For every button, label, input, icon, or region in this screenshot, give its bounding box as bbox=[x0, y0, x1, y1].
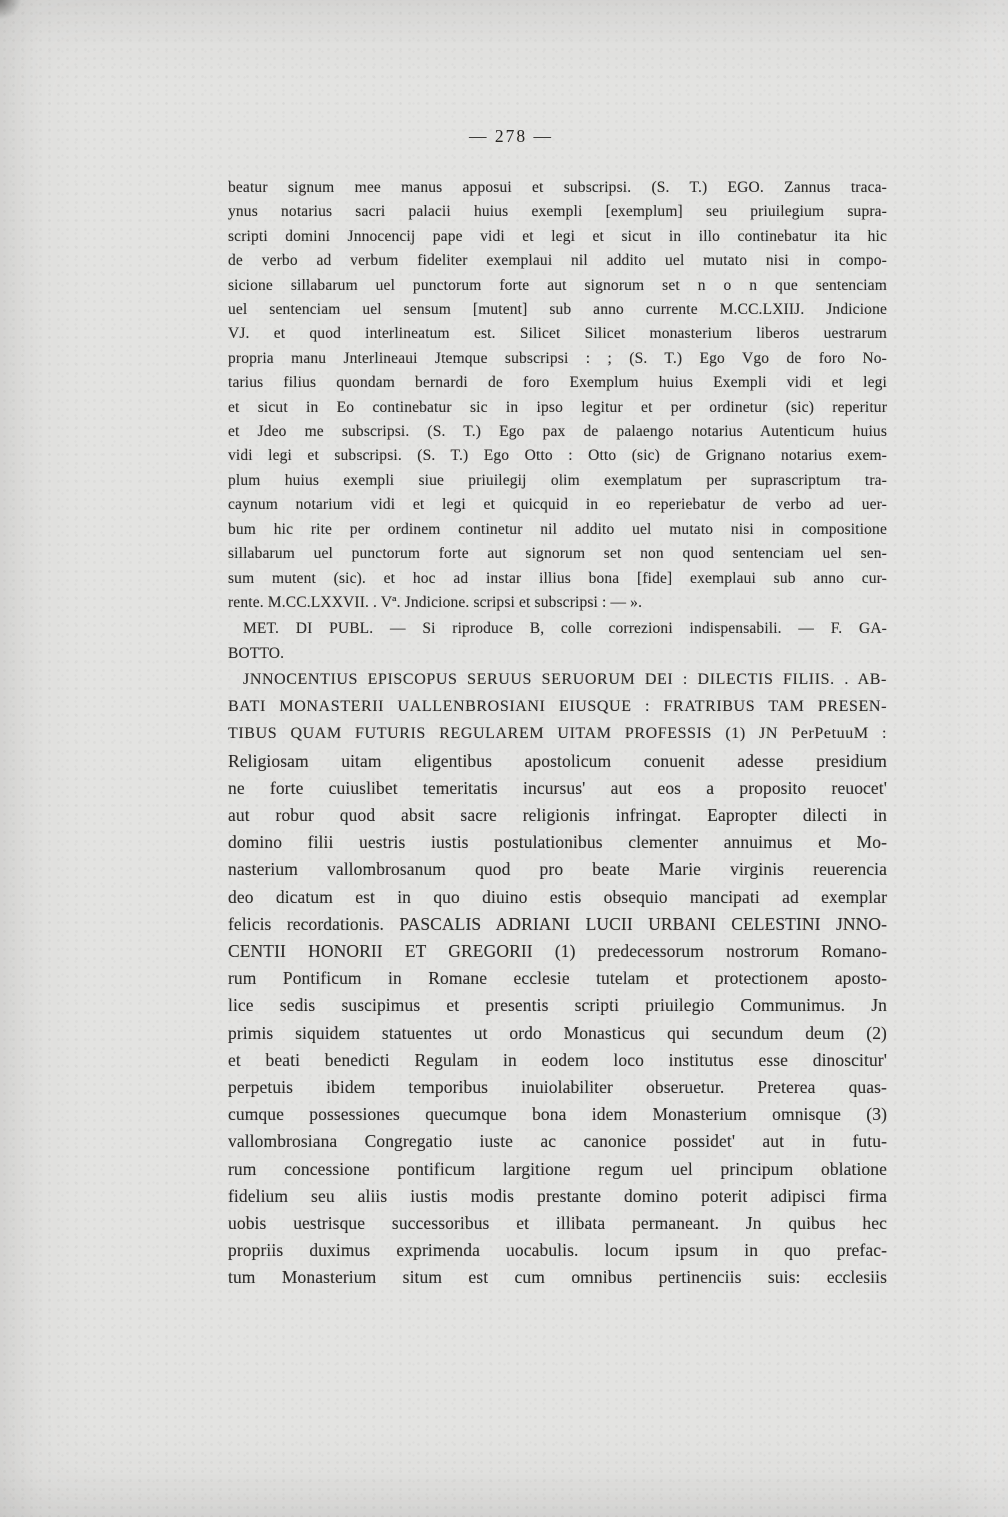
text-line: uel sentenciam uel sensum [mutent] sub anno currente M.CC.LXIIJ. Jndicione bbox=[228, 301, 887, 319]
text-line: vidi legi et subscripsi. (S. T.) Ego Otto : Otto (sic) de Grignano notarius exem- bbox=[228, 447, 887, 465]
text-line: plum huius exempli siue priuilegij olim exemplatum per suprascriptum tra- bbox=[228, 471, 887, 489]
text-line: et sicut in Eo continebatur sic in ipso legitur et per ordinetur (sic) reperitur bbox=[228, 398, 887, 416]
page-number: — 278 — bbox=[469, 126, 553, 146]
text-line: TIBUS QUAM FUTURIS REGULAREM UITAM PROFESSIS (1) JN PerPetuuM : bbox=[228, 725, 887, 743]
text-line: sum mutent (sic). et hoc ad instar illius bona [fide] exemplaui sub anno cur- bbox=[228, 569, 887, 587]
text-line: rum Pontificum in Romane ecclesie tutelam et protectionem aposto- bbox=[228, 968, 887, 989]
text-line: deo dicatum est in quo diuino estis obsequio mancipati ad exemplar bbox=[228, 886, 887, 907]
text-line: et beati benedicti Regulam in eodem loco institutus esse dinoscitur' bbox=[228, 1049, 887, 1070]
text-line: tum Monasterium situm est cum omnibus pertinenciis suis: ecclesiis bbox=[228, 1267, 887, 1288]
text-line: bum hic rite per ordinem continetur nil addito uel mutato nisi in compositione bbox=[228, 520, 887, 538]
text-line: aut robur quod absit sacre religionis infringat. Eapropter dilecti in bbox=[228, 805, 887, 826]
text-line: rum concessione pontificum largitione regum uel principum oblatione bbox=[228, 1158, 887, 1179]
text-line: felicis recordationis. PASCALIS ADRIANI LUCII URBANI CELESTINI JNNO- bbox=[228, 913, 887, 934]
text-line: sicione sillabarum uel punctorum forte aut signorum set n o n que sentenciam bbox=[228, 276, 887, 294]
text-line: sillabarum uel punctorum forte aut signorum set non quod sentenciam uel sen- bbox=[228, 545, 887, 563]
text-line: rente. M.CC.LXXVII. . Vª. Jndicione. scripsi et subscripsi : — ». bbox=[228, 593, 643, 611]
text-line: BATI MONASTERII UALLENBROSIANI EIUSQUE : FRATRIBUS TAM PRESEN- bbox=[228, 698, 887, 716]
text-line: et Jdeo me subscripsi. (S. T.) Ego pax de palaengo notarius Autenticum huius bbox=[228, 423, 887, 441]
text-line: propriis duximus exprimenda uocabulis. locum ipsum in quo prefac- bbox=[228, 1240, 887, 1261]
editors-note bbox=[228, 617, 887, 666]
text-line: tarius filius quondam bernardi de foro Exemplum huius Exempli vidi et legi bbox=[228, 374, 887, 392]
text-line: MET. DI PUBL. — Si riproduce B, colle correzioni indispensabili. — F. GA- bbox=[243, 620, 887, 637]
text-line: JNNOCENTIUS EPISCOPUS SERUUS SERUORUM DEI : DILECTIS FILIIS. . AB- bbox=[243, 671, 887, 688]
text-line: domino filii uestris iustis postulationibus clementer annuimus et Mo- bbox=[228, 832, 887, 853]
text-line: ne forte cuiuslibet temeritatis incursus' aut eos a proposito reuocet' bbox=[228, 777, 887, 798]
notarial-paragraph bbox=[228, 176, 887, 615]
scan-corner-smudge bbox=[0, 0, 22, 20]
text-line: lice sedis suscipimus et presentis scripti priuilegio Communimus. Jn bbox=[228, 995, 887, 1016]
text-line: de verbo ad verbum fideliter exemplaui nil addito uel mutato nisi in compo- bbox=[228, 252, 887, 270]
text-line: beatur signum mee manus apposui et subscripsi. (S. T.) EGO. Zannus traca- bbox=[228, 179, 887, 196]
text-line: cumque possessiones quecumque bona idem Monasterium omnisque (3) bbox=[228, 1104, 887, 1125]
text-line: ynus notarius sacri palacii huius exempli [exemplum] seu priuilegium supra- bbox=[228, 203, 887, 221]
text-line: propria manu Jnterlineaui Jtemque subscripsi : ; (S. T.) Ego Vgo de foro No- bbox=[228, 349, 887, 367]
text-line: uobis uestrisque successoribus et illibata permaneant. Jn quibus hec bbox=[228, 1213, 887, 1234]
text-line: CENTII HONORII ET GREGORII (1) predecessorum nostrorum Romano- bbox=[228, 941, 887, 962]
text-line: nasterium vallombrosanum quod pro beate Marie virginis reuerencia bbox=[228, 859, 887, 880]
text-line: scripti domini Jnnocencij pape vidi et legi et sicut in illo continebatur ita hic bbox=[228, 227, 887, 245]
text-line: primis siquidem statuentes ut ordo Monasticus qui secundum deum (2) bbox=[228, 1022, 887, 1043]
text-line: VJ. et quod interlineatum est. Silicet Silicet monasterium liberos uestrarum bbox=[228, 325, 887, 343]
text-line: caynum notarium vidi et legi et quicquid in eo reperiebatur de verbo ad uer- bbox=[228, 496, 887, 514]
text-line: vallombrosiana Congregatio iuste ac canonice possidet' aut in futu- bbox=[228, 1131, 887, 1152]
papal-privilege-text bbox=[228, 666, 887, 1292]
text-line: fidelium seu aliis iustis modis prestante domino poterit adipisci firma bbox=[228, 1185, 887, 1206]
text-line: Religiosam uitam eligentibus apostolicum conuenit adesse presidium bbox=[228, 750, 887, 771]
text-line: perpetuis ibidem temporibus inuiolabiliter obseruetur. Preterea quas- bbox=[228, 1077, 887, 1098]
text-line: BOTTO. bbox=[228, 644, 285, 662]
